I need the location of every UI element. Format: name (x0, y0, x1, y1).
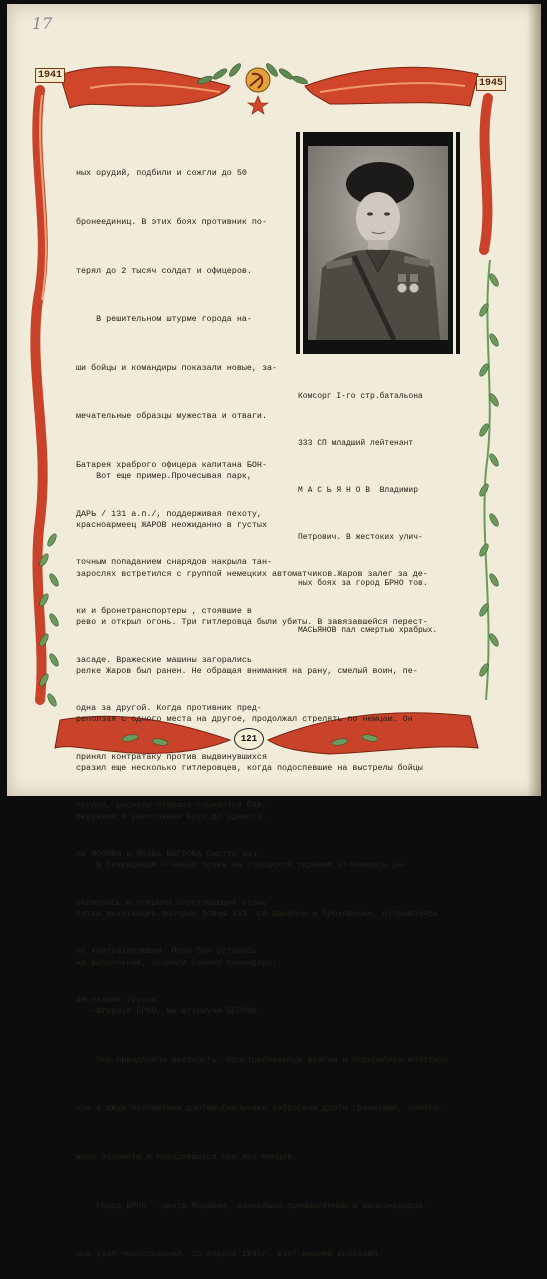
text-line: десятками трупов. (76, 994, 162, 1005)
text-line: принял контратаку против выдвинувшихся (76, 751, 267, 762)
text-line: рево и открыл огонь. Три гитлеровца были убиты. В завязавшейся перест- (76, 617, 428, 628)
text-line: ки и бронетранспортеры , стоявшие в (76, 605, 252, 616)
text-line: вернулись и открыли опустошающий огонь (76, 897, 267, 908)
lower-body-text (76, 436, 448, 1279)
text-line: ную к двум пулеметным дзотам.Смельчаки забросали дзоты гранатами, уничто- (76, 1103, 443, 1114)
text-line: В ликвидации огневых точек на городской окраине отличились де- (76, 860, 408, 871)
text-line: В решительном штурме города на- (76, 314, 252, 325)
text-line: по контратакующим. Поле боя усталось (76, 946, 257, 957)
text-line: ДАРЬ / 131 а.п./, поддерживая пехоту, (76, 508, 262, 519)
text-line: на выполнение, заявили своему командиру: (76, 957, 278, 968)
text-line: бронеединиц. В этих боях противник по- (76, 217, 267, 228)
text-line: орудий, расчеты старших сержантов Пав- (76, 800, 267, 811)
text-line: ных орудий, подбили и сожгли до 50 (76, 168, 247, 179)
caption-line: М А С Ь Я Н О В Владимир (298, 485, 419, 495)
caption-line: Комсорг I-го стр.батальона (298, 392, 423, 402)
text-line: сятки пехотинцев.Молодые бойцы 333 СП Шарипов и Прохоренко, отправляясь (76, 908, 438, 919)
page-number: 121 (234, 728, 264, 750)
text-line: окружили и уничтожили всех до единого. (76, 811, 267, 822)
year-left-label: 1941 (35, 68, 65, 83)
text-line: жили пулеметы и находившихся при них немцев. (76, 1151, 298, 1162)
text-line: Вот еще пример.Прочесывая парк, (76, 471, 252, 482)
text-line: точным попаданием снарядов накрыла тан- (76, 557, 273, 568)
year-right-label: 1945 (476, 76, 506, 91)
text-line: Батарея храброго офицера капитана БОН- (76, 460, 267, 471)
text-line: засаде. Вражеские машины загорались (76, 654, 252, 665)
text-line: сразил еще несколько гитлеровцев, когда подоспевшие на выстрелы бойцы (76, 763, 423, 774)
caption-line: ных боях за город БРНО тов. (298, 579, 428, 589)
text-line: ный узел Чехословакии, 26 апреля 1945г. взят нашими войсками. (76, 1249, 383, 1260)
text-line: Они преодолели местность, простреливаемую врагом и подкрались вплотную (76, 1054, 448, 1065)
text-line: --Штурмуя БРНО, мы штурмуем БЕРЛИН. (76, 1006, 262, 1017)
text-line: реползая с одного места на другое, продолжал стрелять по немцам. Он (76, 714, 413, 725)
text-line: релке Жаров был ранен. Не обращая внимания на рану, смелый воин, пе- (76, 665, 418, 676)
soldier-portrait-image (308, 146, 448, 340)
text-line: красноармеец ЖАРОВ неожиданно в густых (76, 520, 267, 531)
text-line: зарослях встретился с группой немецких автоматчиков.Жаров залег за де- (76, 568, 428, 579)
text-line: ши бойцы и командиры показали новые, за- (76, 362, 278, 373)
caption-line: 333 СП младший лейтенант (298, 438, 414, 448)
text-line: мечательные образцы мужества и отваги. (76, 411, 267, 422)
portrait-photo-frame (296, 132, 460, 354)
caption-line: Петрович. В жестоких улич- (298, 532, 423, 542)
text-line: одна за другой. Когда противник пред- (76, 703, 262, 714)
text-line: терял до 2 тысяч солдат и офицеров. (76, 265, 252, 276)
text-line: Город БРНО - центр Моравии, важнейший промышленный и железнодорож- (76, 1200, 428, 1211)
caption-line: МАСЬЯНОВ пал смертью храбрых. (298, 626, 438, 636)
soldier-portrait-photo (308, 146, 448, 340)
text-line: ла ПОПОВА и Якова ВЫГЛОВА быстро раз- (76, 848, 262, 859)
pencil-mark: 17 (32, 14, 53, 33)
